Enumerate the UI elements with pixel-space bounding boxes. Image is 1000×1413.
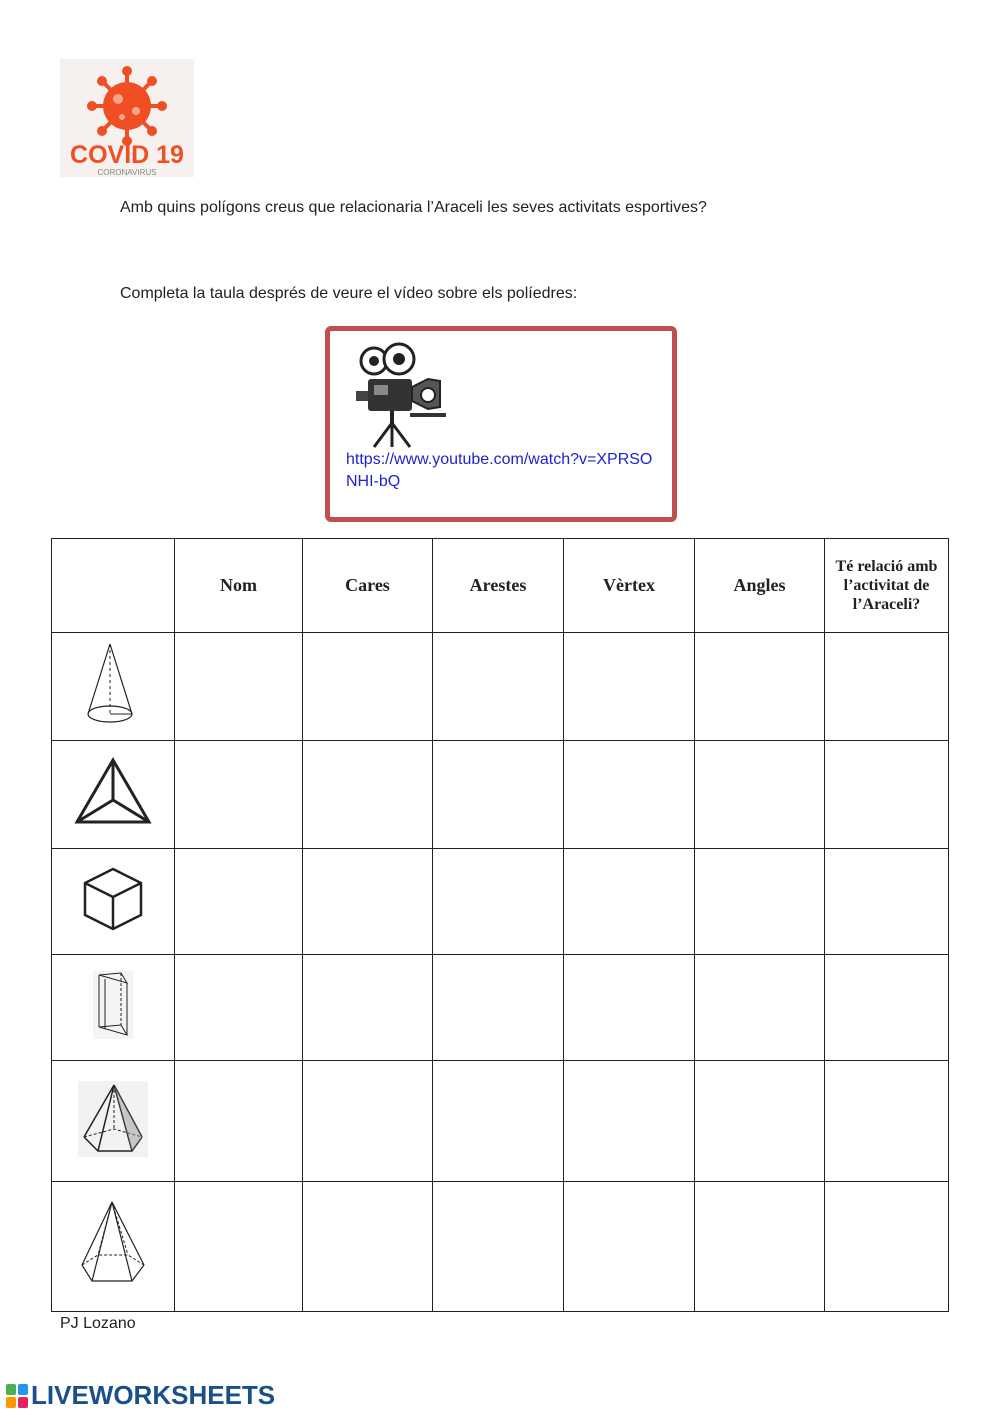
- shape-cell: [52, 849, 175, 955]
- cell-relacio[interactable]: [825, 849, 949, 955]
- cell-arestes[interactable]: [433, 955, 564, 1061]
- header-shape: [52, 539, 175, 633]
- shape-cell: [52, 955, 175, 1061]
- cell-nom[interactable]: [175, 955, 303, 1061]
- table-row: [52, 1182, 949, 1312]
- cell-relacio[interactable]: [825, 741, 949, 849]
- cell-nom[interactable]: [175, 633, 303, 741]
- cell-nom[interactable]: [175, 1182, 303, 1312]
- cell-vertex[interactable]: [564, 1061, 695, 1182]
- header-arestes: Arestes: [433, 539, 564, 633]
- cell-arestes[interactable]: [433, 633, 564, 741]
- cell-arestes[interactable]: [433, 1061, 564, 1182]
- covid-logo-subtitle: CORONAVIRUS: [97, 168, 157, 177]
- header-angles: Angles: [695, 539, 825, 633]
- shape-cell: [52, 1182, 175, 1312]
- shape-cell: [52, 633, 175, 741]
- cube-icon: [81, 865, 145, 933]
- cell-cares[interactable]: [303, 1182, 433, 1312]
- cell-arestes[interactable]: [433, 849, 564, 955]
- header-relacio: Té relació amb l’activitat de l’Araceli?: [825, 539, 949, 633]
- cell-nom[interactable]: [175, 741, 303, 849]
- cell-nom[interactable]: [175, 1061, 303, 1182]
- hexagonal-pyramid-icon: [78, 1199, 148, 1289]
- pentagonal-pyramid-icon: [78, 1081, 148, 1157]
- polyhedra-table: [51, 538, 949, 1312]
- cell-arestes[interactable]: [433, 1182, 564, 1312]
- question-1: Amb quins polígons creus que relacionaria l’Araceli les seves activitats esportives?: [120, 199, 707, 216]
- cell-cares[interactable]: [303, 849, 433, 955]
- covid-logo-title: COVID 19: [70, 141, 184, 169]
- liveworksheets-brand[interactable]: [6, 1380, 275, 1411]
- table-row: [52, 849, 949, 955]
- table-row: [52, 741, 949, 849]
- cell-cares[interactable]: [303, 633, 433, 741]
- cell-angles[interactable]: [695, 849, 825, 955]
- shape-cell: [52, 741, 175, 849]
- cell-relacio[interactable]: [825, 633, 949, 741]
- cell-vertex[interactable]: [564, 849, 695, 955]
- cell-relacio[interactable]: [825, 1182, 949, 1312]
- shape-cell: [52, 1061, 175, 1182]
- triangular-prism-icon: [91, 969, 135, 1041]
- virus-icon: [87, 66, 167, 146]
- cell-cares[interactable]: [303, 1061, 433, 1182]
- author-footer: PJ Lozano: [60, 1315, 136, 1332]
- cell-vertex[interactable]: [564, 955, 695, 1061]
- cell-relacio[interactable]: [825, 955, 949, 1061]
- movie-camera-icon: [352, 341, 447, 449]
- cell-angles[interactable]: [695, 1182, 825, 1312]
- cell-vertex[interactable]: [564, 1182, 695, 1312]
- cell-arestes[interactable]: [433, 741, 564, 849]
- cell-angles[interactable]: [695, 633, 825, 741]
- header-nom: Nom: [175, 539, 303, 633]
- header-cares: Cares: [303, 539, 433, 633]
- cone-icon: [78, 638, 148, 730]
- cell-cares[interactable]: [303, 741, 433, 849]
- cell-cares[interactable]: [303, 955, 433, 1061]
- cell-angles[interactable]: [695, 741, 825, 849]
- cell-angles[interactable]: [695, 1061, 825, 1182]
- question-2: Completa la taula després de veure el vídeo sobre els políedres:: [120, 285, 578, 302]
- covid-logo: [60, 59, 194, 177]
- table-row: [52, 1061, 949, 1182]
- video-box: [325, 326, 677, 522]
- table-header-row: [52, 539, 949, 633]
- table-row: [52, 955, 949, 1061]
- triangular-pyramid-icon: [73, 756, 153, 828]
- header-vertex: Vèrtex: [564, 539, 695, 633]
- liveworksheets-logo-icon: [6, 1384, 28, 1408]
- cell-relacio[interactable]: [825, 1061, 949, 1182]
- video-link[interactable]: https://www.youtube.com/watch?v=XPRSONHI-bQ: [346, 451, 653, 490]
- cell-vertex[interactable]: [564, 741, 695, 849]
- brand-text: LIVEWORKSHEETS: [31, 1380, 276, 1410]
- table-row: [52, 633, 949, 741]
- cell-nom[interactable]: [175, 849, 303, 955]
- cell-vertex[interactable]: [564, 633, 695, 741]
- cell-angles[interactable]: [695, 955, 825, 1061]
